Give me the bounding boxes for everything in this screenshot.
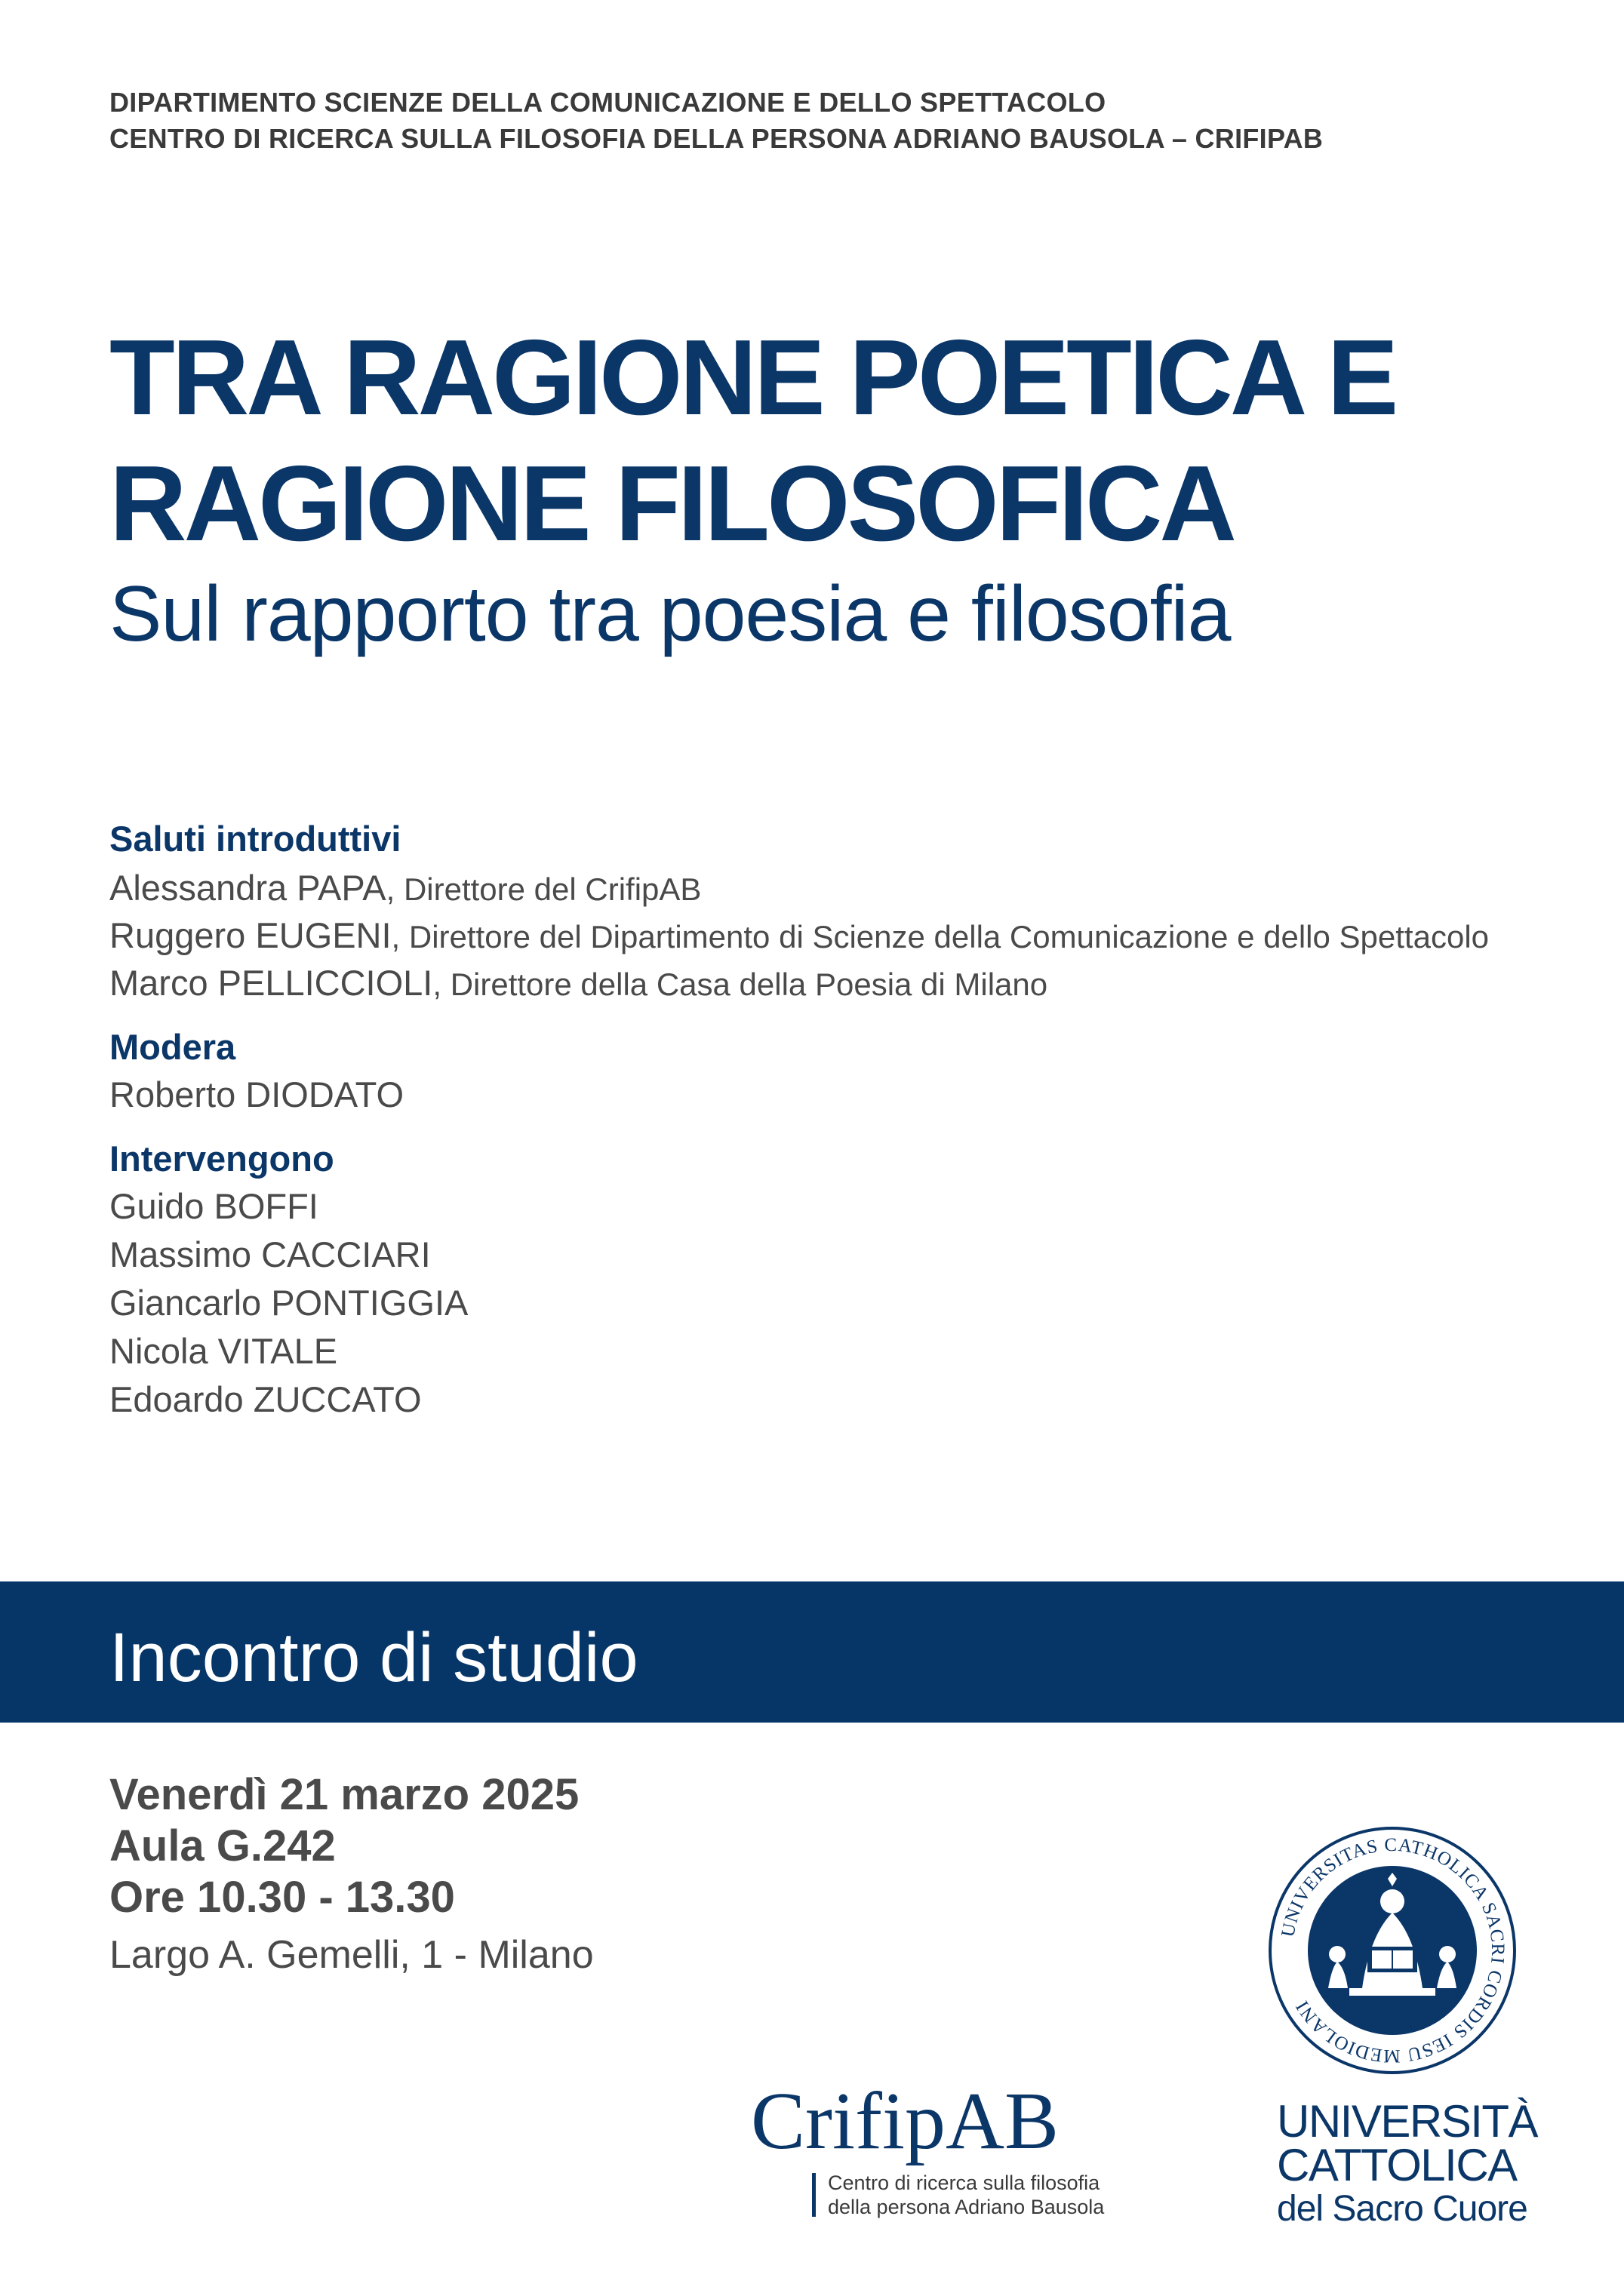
crifipab-logo-bar	[812, 2173, 816, 2217]
university-name-line-1: UNIVERSITÀ	[1277, 2096, 1538, 2147]
title-line-1: TRA RAGIONE POETICA E	[109, 318, 1396, 438]
event-address: Largo A. Gemelli, 1 - Milano	[109, 1933, 594, 1977]
speaker-role: , Direttore del CrifipAB	[386, 871, 702, 907]
saluti-item	[109, 917, 1489, 953]
subtitle: Sul rapporto tra poesia e filosofia	[109, 570, 1231, 658]
speaker-name: Alessandra PAPA	[109, 868, 386, 908]
university-name-line-2: CATTOLICA	[1277, 2140, 1517, 2190]
speaker-item: Nicola VITALE	[109, 1331, 338, 1371]
crifipab-subtitle-1: Centro di ricerca sulla filosofia	[828, 2172, 1100, 2194]
event-time: Ore 10.30 - 13.30	[109, 1873, 455, 1922]
speaker-role: , Direttore della Casa della Poesia di Milano	[432, 967, 1048, 1002]
research-center-header: CENTRO DI RICERCA SULLA FILOSOFIA DELLA PERSONA ADRIANO BAUSOLA – CRIFIPAB	[109, 123, 1324, 154]
university-seal-icon	[1268, 1826, 1517, 2075]
crifipab-subtitle-2: della persona Adriano Bausola	[828, 2196, 1105, 2218]
saluti-item	[109, 963, 1048, 1003]
crifipab-logo: CrifipAB	[751, 2076, 1060, 2166]
speaker-item: Edoardo ZUCCATO	[109, 1379, 422, 1419]
seal-text: UNIVERSITAS CATHOLICA SACRI CORDIS IESU MEDIOLANI	[1278, 1834, 1509, 2067]
department-header: DIPARTIMENTO SCIENZE DELLA COMUNICAZIONE E DELLO SPETTACOLO	[109, 87, 1106, 118]
university-name-line-3: del Sacro Cuore	[1277, 2189, 1527, 2229]
speaker-item: Guido BOFFI	[109, 1186, 318, 1226]
title-line-2: RAGIONE FILOSOFICA	[109, 444, 1234, 564]
intervengono-heading: Intervengono	[109, 1139, 334, 1179]
speaker-name: Marco PELLICCIOLI	[109, 963, 433, 1003]
speaker-name: Ruggero EUGENI	[109, 915, 392, 955]
modera-heading: Modera	[109, 1027, 236, 1067]
event-type-label: Incontro di studio	[109, 1619, 638, 1696]
saluti-heading: Saluti introduttivi	[109, 819, 401, 859]
university-logo	[1277, 2096, 1538, 2231]
event-date: Venerdì 21 marzo 2025	[109, 1770, 580, 1819]
speaker-item: Massimo CACCIARI	[109, 1234, 431, 1274]
speaker-role: , Direttore del Dipartimento di Scienze della Comunicazione e dello Spettacolo	[391, 919, 1490, 954]
event-room: Aula G.242	[109, 1821, 336, 1870]
moderator-name: Roberto DIODATO	[109, 1074, 404, 1114]
saluti-item	[109, 868, 702, 908]
speaker-item: Giancarlo PONTIGGIA	[109, 1283, 469, 1323]
